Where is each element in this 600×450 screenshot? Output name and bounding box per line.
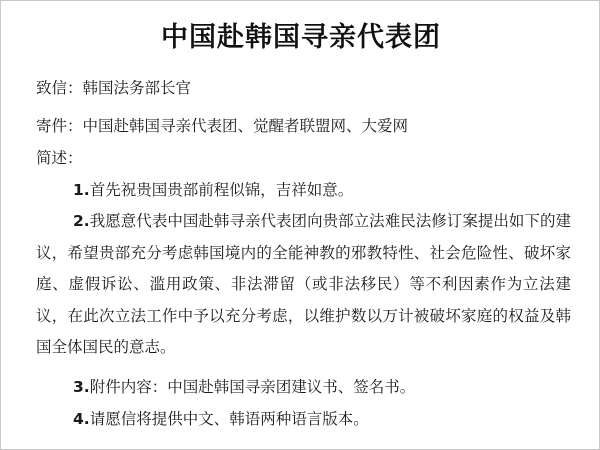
recipient-line bbox=[36, 78, 191, 98]
sender-line bbox=[36, 116, 408, 136]
recipient-label: 致信： bbox=[36, 79, 83, 97]
sender-label: 寄件： bbox=[36, 117, 83, 135]
item-4 bbox=[73, 409, 369, 429]
item-1-number: 1. bbox=[73, 181, 90, 199]
item-2-text: 我愿意代表中国赴韩寻亲代表团向贵部立法难民法修订案提出如下的建议，希望贵部充分考虑韩国境内的全能神教的邪教特性、社会危险性、破坏家庭、虚假诉讼、滥用政策、非法滞留（或非法移民）等不利因素作为立法建议，在此次立法工作中予以充分考虑，以维护数以万计被破坏家庭的权益及韩国全体国民的意志。 bbox=[36, 212, 571, 356]
item-2 bbox=[36, 206, 571, 364]
item-3-number: 3. bbox=[73, 378, 90, 396]
item-1 bbox=[73, 180, 353, 200]
item-2-lead bbox=[36, 212, 90, 230]
recipient-value: 韩国法务部长官 bbox=[82, 79, 192, 97]
document-title: 中国赴韩国寻亲代表团 bbox=[161, 22, 441, 53]
item-3 bbox=[73, 377, 415, 397]
sender-value: 中国赴韩国寻亲代表团、觉醒者联盟网、大爱网 bbox=[82, 117, 409, 135]
summary-label: 简述： bbox=[36, 149, 83, 167]
item-2-number: 2. bbox=[73, 212, 90, 230]
item-3-text: 附件内容：中国赴韩国寻亲团建议书、签名书。 bbox=[89, 378, 416, 396]
item-4-number: 4. bbox=[73, 410, 90, 428]
item-4-text: 请愿信将提供中文、韩语两种语言版本。 bbox=[89, 410, 369, 428]
item-1-text: 首先祝贵国贵部前程似锦，吉祥如意。 bbox=[89, 181, 354, 199]
